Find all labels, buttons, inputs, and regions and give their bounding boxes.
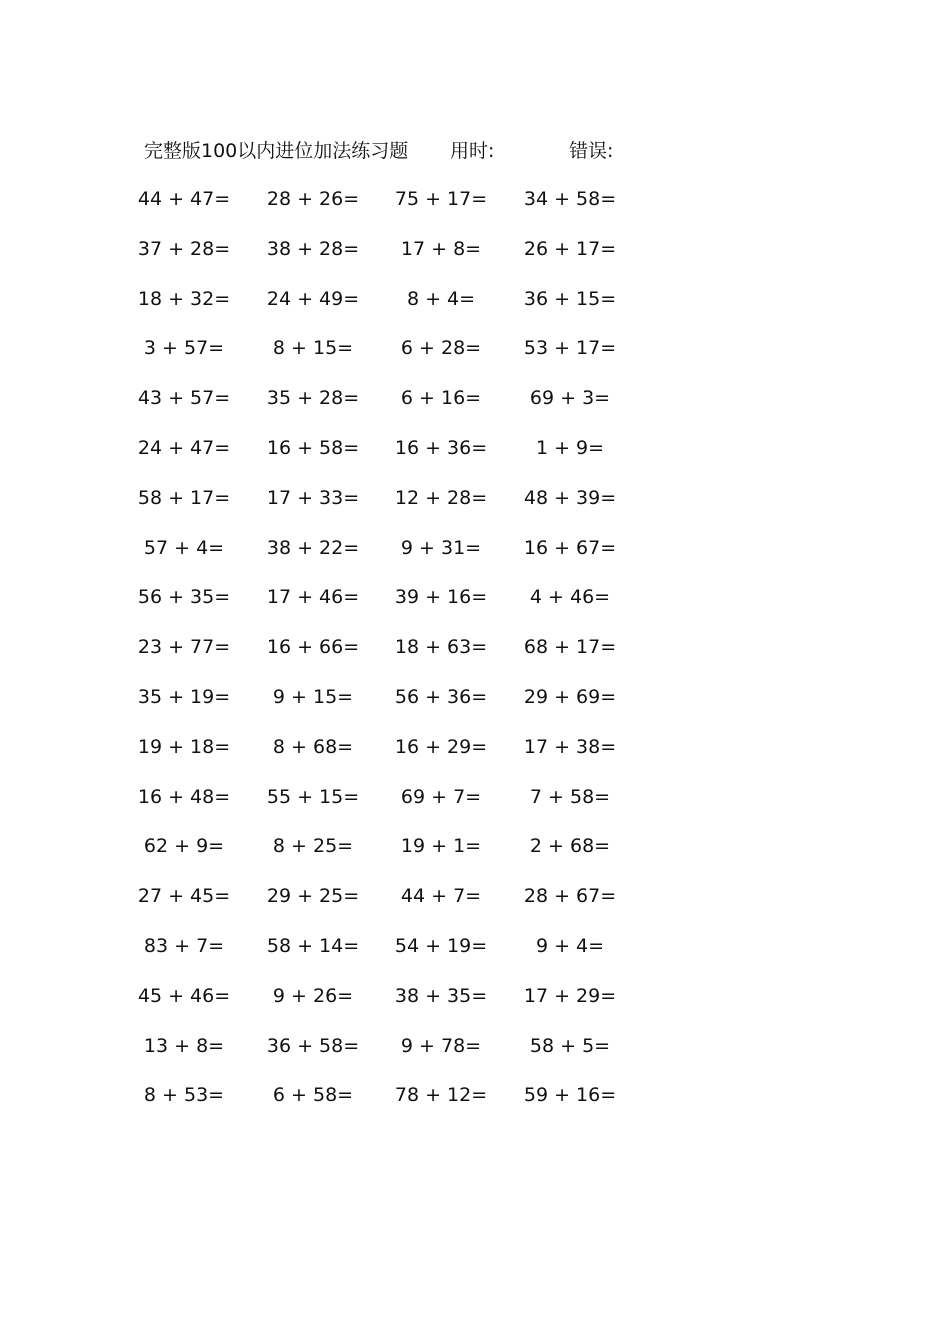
problem-item: 16 + 29= bbox=[394, 735, 488, 758]
problem-item: 27 + 45= bbox=[137, 885, 231, 908]
problem-item: 19 + 1= bbox=[400, 835, 482, 858]
problem-item: 16 + 58= bbox=[266, 437, 360, 459]
problem-item: 35 + 28= bbox=[266, 387, 360, 410]
problem-item: 1 + 9= bbox=[535, 437, 605, 459]
problem-item: 29 + 69= bbox=[523, 686, 617, 708]
problem-item: 17 + 46= bbox=[266, 586, 360, 609]
problem-item: 8 + 4= bbox=[406, 287, 476, 310]
problem-item: 17 + 33= bbox=[266, 486, 360, 509]
problem-item: 4 + 46= bbox=[529, 586, 611, 609]
problem-item: 24 + 49= bbox=[266, 287, 360, 310]
problem-item: 18 + 63= bbox=[394, 636, 488, 659]
problem-item: 9 + 31= bbox=[400, 536, 482, 559]
problem-item: 9 + 26= bbox=[272, 984, 354, 1007]
problem-item: 54 + 19= bbox=[394, 935, 488, 957]
problem-item: 39 + 16= bbox=[394, 586, 488, 609]
problem-item: 6 + 58= bbox=[272, 1084, 354, 1107]
problem-item: 28 + 67= bbox=[523, 885, 617, 908]
problem-item: 55 + 15= bbox=[266, 785, 360, 808]
problem-item: 26 + 17= bbox=[523, 237, 617, 260]
problem-item: 44 + 7= bbox=[400, 885, 482, 908]
problem-item: 37 + 28= bbox=[137, 237, 231, 260]
problem-item: 8 + 25= bbox=[272, 835, 354, 858]
problem-item: 6 + 16= bbox=[400, 387, 482, 410]
problem-item: 28 + 26= bbox=[266, 188, 360, 210]
problem-item: 83 + 7= bbox=[143, 935, 225, 957]
problem-item: 53 + 17= bbox=[523, 337, 617, 360]
problem-item: 36 + 15= bbox=[523, 287, 617, 310]
problem-item: 19 + 18= bbox=[137, 735, 231, 758]
error-count-label: 错误: bbox=[569, 140, 614, 162]
problem-item: 16 + 36= bbox=[394, 437, 488, 459]
problem-item: 69 + 7= bbox=[400, 785, 482, 808]
problem-item: 59 + 16= bbox=[523, 1084, 617, 1107]
problem-item: 17 + 29= bbox=[523, 984, 617, 1007]
problem-item: 17 + 8= bbox=[400, 237, 482, 260]
problem-item: 69 + 3= bbox=[529, 387, 611, 410]
problem-item: 17 + 38= bbox=[523, 735, 617, 758]
problem-item: 48 + 39= bbox=[523, 486, 617, 509]
problem-item: 38 + 28= bbox=[266, 237, 360, 260]
problem-item: 44 + 47= bbox=[137, 188, 231, 210]
problem-item: 29 + 25= bbox=[266, 885, 360, 908]
problem-item: 6 + 28= bbox=[400, 337, 482, 360]
problem-item: 16 + 66= bbox=[266, 636, 360, 659]
problem-item: 9 + 15= bbox=[272, 686, 354, 708]
problem-item: 34 + 58= bbox=[523, 188, 617, 210]
problem-item: 35 + 19= bbox=[137, 686, 231, 708]
problem-item: 78 + 12= bbox=[394, 1084, 488, 1107]
problem-item: 75 + 17= bbox=[394, 188, 488, 210]
problem-item: 8 + 68= bbox=[272, 735, 354, 758]
problem-item: 16 + 67= bbox=[523, 536, 617, 559]
problem-item: 12 + 28= bbox=[394, 486, 488, 509]
problem-item: 9 + 4= bbox=[535, 935, 605, 957]
problem-item: 8 + 53= bbox=[143, 1084, 225, 1107]
problem-item: 58 + 5= bbox=[529, 1034, 611, 1057]
problem-item: 58 + 17= bbox=[137, 486, 231, 509]
problem-item: 2 + 68= bbox=[529, 835, 611, 858]
problem-item: 38 + 22= bbox=[266, 536, 360, 559]
problem-item: 8 + 15= bbox=[272, 337, 354, 360]
problem-item: 38 + 35= bbox=[394, 984, 488, 1007]
time-used-label: 用时: bbox=[450, 140, 495, 162]
problem-item: 58 + 14= bbox=[266, 935, 360, 957]
problem-item: 9 + 78= bbox=[400, 1034, 482, 1057]
problem-item: 45 + 46= bbox=[137, 984, 231, 1007]
problem-item: 68 + 17= bbox=[523, 636, 617, 659]
problem-item: 57 + 4= bbox=[143, 536, 225, 559]
problem-item: 13 + 8= bbox=[143, 1034, 225, 1057]
problem-item: 56 + 36= bbox=[394, 686, 488, 708]
problem-item: 16 + 48= bbox=[137, 785, 231, 808]
worksheet-title: 完整版100以内进位加法练习题 bbox=[144, 140, 409, 162]
problem-item: 62 + 9= bbox=[143, 835, 225, 858]
problem-item: 7 + 58= bbox=[529, 785, 611, 808]
problem-item: 36 + 58= bbox=[266, 1034, 360, 1057]
problem-item: 18 + 32= bbox=[137, 287, 231, 310]
problem-item: 3 + 57= bbox=[143, 337, 225, 360]
problem-item: 24 + 47= bbox=[137, 437, 231, 459]
problem-item: 23 + 77= bbox=[137, 636, 231, 659]
problem-item: 56 + 35= bbox=[137, 586, 231, 609]
problem-item: 43 + 57= bbox=[137, 387, 231, 410]
